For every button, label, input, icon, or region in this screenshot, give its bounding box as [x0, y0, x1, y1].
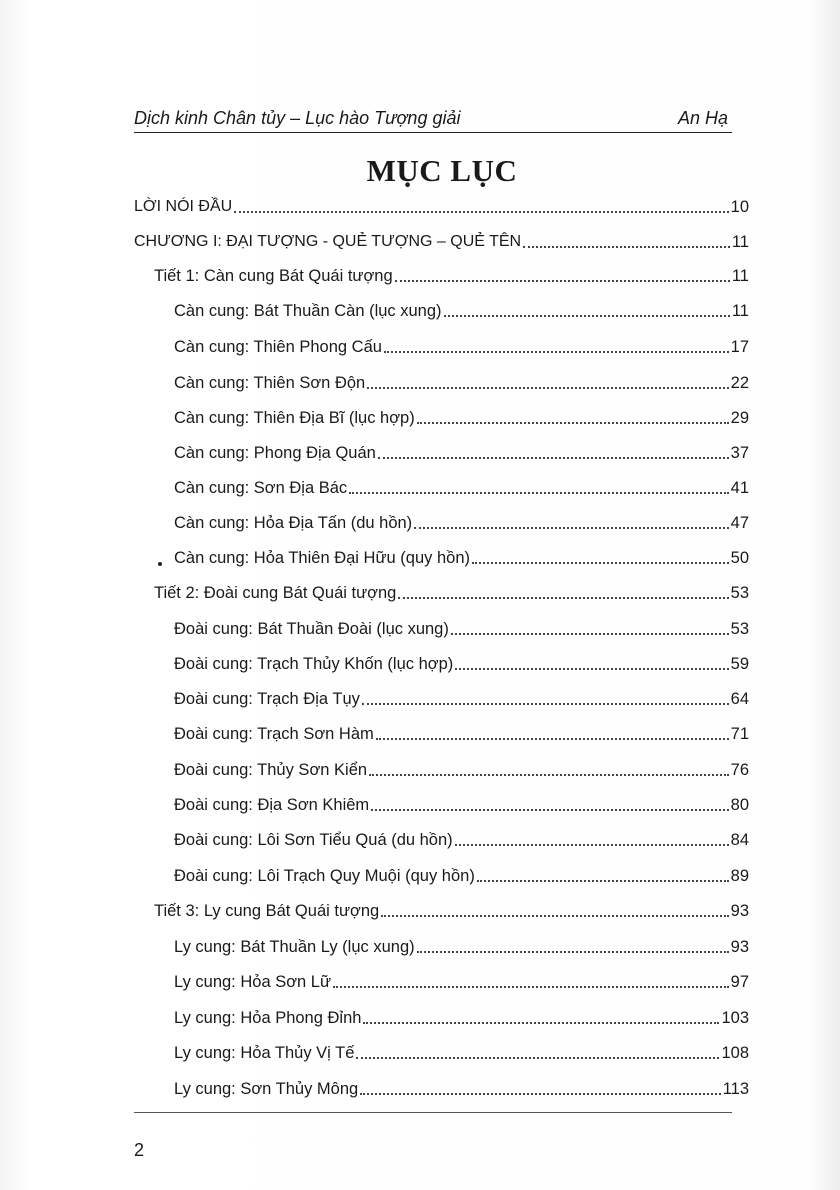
- toc-dot-leader: [363, 1022, 719, 1024]
- header-book-title: Dịch kinh Chân tủy – Lục hào Tượng giải: [134, 108, 461, 128]
- toc-dot-leader: [395, 280, 730, 282]
- header-author: An Hạ: [677, 108, 728, 128]
- toc-dot-leader: [369, 774, 729, 776]
- toc-entry[interactable]: [174, 720, 749, 744]
- toc-dot-leader: [371, 809, 728, 811]
- toc-entry[interactable]: [174, 333, 749, 357]
- toc-entry-label: Càn cung: Phong Địa Quán: [174, 444, 376, 462]
- toc-dot-leader: [472, 562, 729, 564]
- toc-dot-leader: [362, 703, 729, 705]
- toc-entry-page: 17: [730, 338, 749, 356]
- toc-dot-leader: [381, 915, 728, 917]
- toc-entry-page: 29: [730, 409, 749, 427]
- toc-entry-label: Càn cung: Thiên Phong Cấu: [174, 338, 382, 356]
- stray-dot-mark: [158, 562, 162, 566]
- toc-entry[interactable]: [174, 826, 749, 850]
- toc-entry[interactable]: [174, 369, 749, 393]
- toc-entry-page: 97: [730, 973, 749, 991]
- toc-dot-leader: [455, 844, 729, 846]
- toc-entry-label: Ly cung: Hỏa Phong Đỉnh: [174, 1009, 362, 1027]
- toc-entry-label: Đoài cung: Lôi Sơn Tiểu Quá (du hồn): [174, 831, 453, 849]
- toc-entry-page: 80: [730, 796, 749, 814]
- toc-entry-label: Càn cung: Thiên Sơn Độn: [174, 374, 366, 392]
- toc-title: MỤC LỤC: [366, 153, 518, 188]
- toc-dot-leader: [414, 527, 728, 529]
- toc-entry[interactable]: [174, 509, 749, 533]
- toc-dot-leader: [417, 951, 729, 953]
- footer-rule: [134, 1112, 732, 1113]
- toc-entry-label: LỜI NÓI ĐẦU: [134, 198, 233, 215]
- toc-dot-leader: [523, 246, 730, 248]
- toc-entry[interactable]: [174, 791, 749, 815]
- toc-entry[interactable]: [174, 933, 749, 957]
- page-number: 2: [134, 1140, 145, 1160]
- toc-entry-page: 41: [730, 479, 749, 497]
- toc-entry-page: 50: [730, 549, 749, 567]
- toc-dot-leader: [455, 668, 728, 670]
- toc-entry-label: Đoài cung: Lôi Trạch Quy Muội (quy hồn): [174, 867, 475, 885]
- toc-entry-label: Đoài cung: Trạch Sơn Hàm: [174, 725, 374, 743]
- toc-entry-page: 53: [730, 620, 749, 638]
- toc-entry-label: Càn cung: Hỏa Thiên Đại Hữu (quy hồn): [174, 549, 470, 567]
- toc-entry[interactable]: [174, 297, 749, 321]
- toc-entry-section-1[interactable]: [154, 262, 749, 286]
- toc-entry-section-2[interactable]: [154, 579, 749, 603]
- toc-entry-page: 10: [730, 198, 749, 216]
- toc-entry[interactable]: [174, 615, 749, 639]
- toc-entry-page: 59: [730, 655, 749, 673]
- toc-entry-chapter-1[interactable]: [134, 228, 749, 252]
- toc-entry-label: Tiết 3: Ly cung Bát Quái tượng: [154, 902, 380, 920]
- toc-dot-leader: [376, 738, 729, 740]
- toc-entry-label: Tiết 1: Càn cung Bát Quái tượng: [154, 267, 393, 285]
- toc-dot-leader: [384, 351, 729, 353]
- toc-entry-label: Càn cung: Bát Thuần Càn (lục xung): [174, 302, 442, 320]
- toc-entry-page: 103: [721, 1009, 749, 1027]
- toc-entry-label: Ly cung: Hỏa Thủy Vị Tế: [174, 1044, 355, 1062]
- toc-dot-leader: [360, 1093, 721, 1095]
- toc-dot-leader: [234, 211, 728, 213]
- toc-entry-page: 22: [730, 374, 749, 392]
- toc-entry-label: Đoài cung: Địa Sơn Khiêm: [174, 796, 370, 814]
- toc-entry-label: Càn cung: Sơn Địa Bác: [174, 479, 348, 497]
- toc-entry-page: 11: [731, 302, 749, 320]
- toc-entry-page: 11: [731, 233, 749, 251]
- toc-entry-label: Đoài cung: Trạch Địa Tụy: [174, 690, 360, 708]
- toc-entry-page: 89: [730, 867, 749, 885]
- toc-entry-page: 108: [721, 1044, 749, 1062]
- toc-entry[interactable]: [174, 1075, 749, 1099]
- toc-dot-leader: [398, 597, 728, 599]
- toc-entry[interactable]: [174, 474, 749, 498]
- toc-entry-label: CHƯƠNG I: ĐẠI TƯỢNG - QUẺ TƯỢNG – QUẺ TÊN: [134, 233, 522, 250]
- toc-dot-leader: [367, 387, 728, 389]
- toc-entry-label: Ly cung: Hỏa Sơn Lữ: [174, 973, 332, 991]
- toc-dot-leader: [356, 1057, 719, 1059]
- toc-entry-label: Đoài cung: Trạch Thủy Khốn (lục hợp): [174, 655, 454, 673]
- toc-entry-section-3[interactable]: [154, 897, 749, 921]
- toc-dot-leader: [378, 457, 729, 459]
- toc-entry[interactable]: [174, 1039, 749, 1063]
- toc-dot-leader: [417, 422, 729, 424]
- toc-entry-page: 37: [730, 444, 749, 462]
- toc-entry-label: Ly cung: Bát Thuần Ly (lục xung): [174, 938, 415, 956]
- toc-entry-label: Càn cung: Thiên Địa Bĩ (lục hợp): [174, 409, 415, 427]
- toc-entry[interactable]: [174, 862, 749, 886]
- toc-entry[interactable]: [174, 968, 749, 992]
- toc-dot-leader: [333, 986, 729, 988]
- toc-entry-page: 11: [731, 267, 749, 285]
- toc-entry-page: 93: [730, 902, 749, 920]
- toc-entry[interactable]: [174, 1004, 749, 1028]
- toc-entry-page: 113: [722, 1080, 749, 1098]
- toc-entry[interactable]: [174, 756, 749, 780]
- toc-entry[interactable]: [174, 404, 749, 428]
- toc-entry-label: Tiết 2: Đoài cung Bát Quái tượng: [154, 584, 397, 602]
- toc-entry-label: Càn cung: Hỏa Địa Tấn (du hồn): [174, 514, 413, 532]
- toc-entry-page: 47: [730, 514, 749, 532]
- toc-entry-page: 76: [730, 761, 749, 779]
- running-header: [134, 108, 732, 133]
- toc-entry-label: Ly cung: Sơn Thủy Mông: [174, 1080, 359, 1098]
- toc-dot-leader: [451, 633, 729, 635]
- toc-dot-leader: [477, 880, 729, 882]
- toc-entry-page: 64: [730, 690, 749, 708]
- toc-entry-page: 53: [730, 584, 749, 602]
- toc-entry[interactable]: [174, 685, 749, 709]
- toc-entry-page: 93: [730, 938, 749, 956]
- toc-entry[interactable]: [174, 650, 749, 674]
- toc-entry[interactable]: [174, 439, 749, 463]
- toc-entry[interactable]: [174, 544, 749, 568]
- toc-entry-label: Đoài cung: Thủy Sơn Kiển: [174, 761, 368, 779]
- toc-entry-page: 71: [730, 725, 749, 743]
- toc-entry-page: 84: [730, 831, 749, 849]
- toc-dot-leader: [444, 315, 730, 317]
- toc-dot-leader: [349, 492, 728, 494]
- toc-entry-label: Đoài cung: Bát Thuần Đoài (lục xung): [174, 620, 449, 638]
- toc-entry-preface[interactable]: [134, 193, 749, 217]
